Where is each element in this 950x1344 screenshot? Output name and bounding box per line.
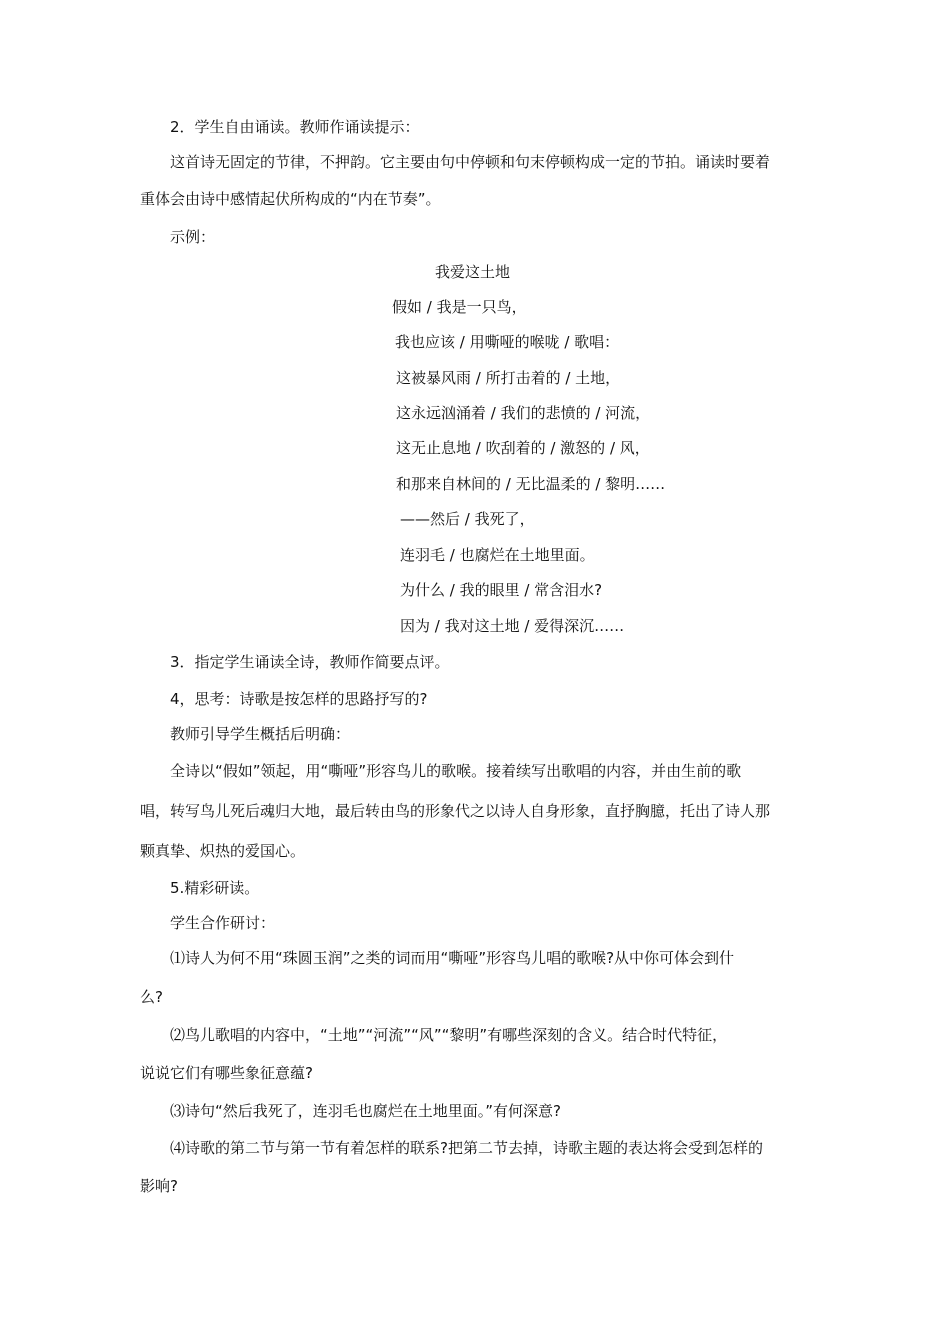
question-2-line2: 说说它们有哪些象征意蕴? <box>140 1064 313 1082</box>
poem-line: 为什么 / 我的眼里 / 常含泪水? <box>400 581 603 599</box>
step4-answer-line1: 全诗以“假如”领起，用“嘶哑”形容鸟儿的歌喉。接着续写出歌唱的内容，并由生前的歌 <box>170 762 742 780</box>
poem-line: 因为 / 我对这土地 / 爱得深沉…… <box>400 617 625 635</box>
poem-line: 假如 / 我是一只鸟， <box>392 298 527 316</box>
step3-text: 3．指定学生诵读全诗，教师作简要点评。 <box>170 653 450 671</box>
step5-subheading: 学生合作研讨： <box>170 914 276 932</box>
poem-title: 我爱这土地 <box>435 263 511 281</box>
step5-heading: 5.精彩研读。 <box>170 879 260 897</box>
poem-line: 这无止息地 / 吹刮着的 / 激怒的 / 风， <box>396 439 650 457</box>
poem-line: 这永远汹涌着 / 我们的悲愤的 / 河流， <box>396 404 651 422</box>
question-2-line1: ⑵鸟儿歌唱的内容中，“土地”“河流”“风”“黎明”有哪些深刻的含义。结合时代特征， <box>170 1026 728 1044</box>
poem-line: 连羽毛 / 也腐烂在土地里面。 <box>400 546 595 564</box>
step4-answer-line3: 颗真挚、炽热的爱国心。 <box>140 842 306 860</box>
step2-tip-line1: 这首诗无固定的节律，不押韵。它主要由句中停顿和句末停顿构成一定的节拍。诵读时要着 <box>170 153 771 171</box>
step4-question: 4，思考：诗歌是按怎样的思路抒写的? <box>170 690 428 708</box>
example-label: 示例： <box>170 228 216 246</box>
question-1-line2: 么? <box>140 988 163 1006</box>
question-3: ⑶诗句“然后我死了，连羽毛也腐烂在土地里面。”有何深意? <box>170 1102 562 1120</box>
question-4-line2: 影响? <box>140 1177 178 1195</box>
step4-guide: 教师引导学生概括后明确： <box>170 725 351 743</box>
poem-line: 和那来自林间的 / 无比温柔的 / 黎明…… <box>396 475 666 493</box>
step4-answer-line2: 唱，转写鸟儿死后魂归大地，最后转由鸟的形象代之以诗人自身形象，直抒胸臆，托出了诗人那 <box>140 802 771 820</box>
step2-tip-line2: 重体会由诗中感情起伏所构成的“内在节奏”。 <box>140 190 441 208</box>
poem-line: 这被暴风雨 / 所打击着的 / 土地， <box>396 369 621 387</box>
poem-line: ——然后 / 我死了， <box>400 510 535 528</box>
poem-line: 我也应该 / 用嘶哑的喉咙 / 歌唱： <box>395 333 620 351</box>
question-4-line1: ⑷诗歌的第二节与第一节有着怎样的联系?把第二节去掉，诗歌主题的表达将会受到怎样的 <box>170 1139 763 1157</box>
question-1-line1: ⑴诗人为何不用“珠圆玉润”之类的词而用“嘶哑”形容鸟儿唱的歌喉?从中你可体会到什 <box>170 949 735 967</box>
step2-heading: 2．学生自由诵读。教师作诵读提示： <box>170 118 420 136</box>
